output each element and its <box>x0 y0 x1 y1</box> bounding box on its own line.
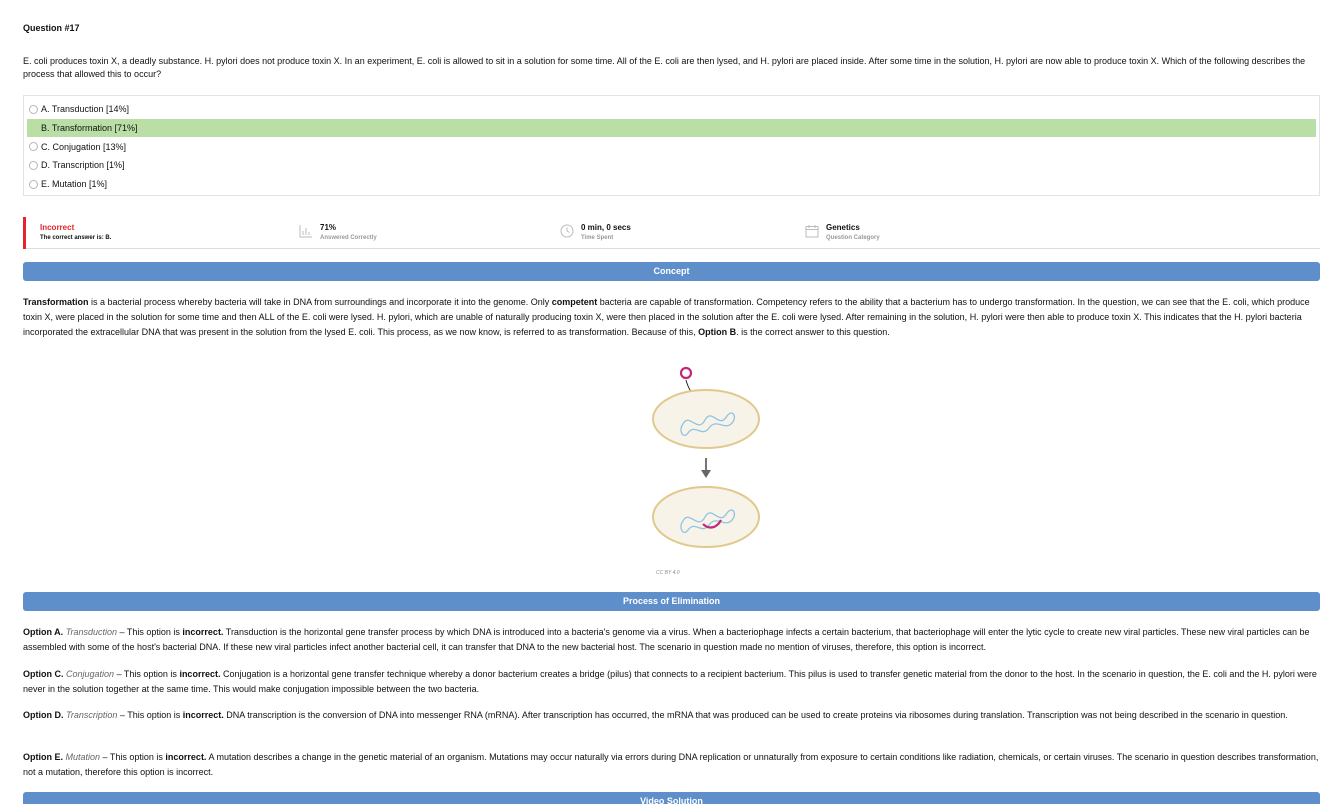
elim-option: Option C. <box>23 669 64 679</box>
category-value: Genetics <box>826 223 860 232</box>
option-label: B. Transformation [71%] <box>41 123 138 134</box>
result-status <box>23 217 111 249</box>
option-a[interactable] <box>27 100 1316 119</box>
category-stat <box>805 223 880 241</box>
result-stats <box>23 217 1320 249</box>
option-d[interactable] <box>27 156 1316 175</box>
time-value: 0 min, 0 secs <box>581 223 631 232</box>
radio-icon[interactable] <box>29 105 38 114</box>
elimination-d <box>23 708 1320 723</box>
clock-icon <box>560 224 574 238</box>
answer-options <box>23 95 1320 196</box>
elim-verdict: incorrect. <box>179 669 221 679</box>
elim-option: Option E. <box>23 752 63 762</box>
time-stat <box>560 223 631 241</box>
concept-text <box>23 295 1320 340</box>
concept-part: . is the correct answer to this question. <box>736 327 890 337</box>
option-e[interactable] <box>27 175 1316 194</box>
elim-mid: – This option is <box>114 669 180 679</box>
elim-name: Conjugation <box>66 669 115 679</box>
concept-term: competent <box>551 297 598 307</box>
status-text: Incorrect <box>40 223 75 232</box>
question-text: E. coli produces toxin X, a deadly substance. H. pylori does not produce toxin X. In an experiment, E. coli is allowed to sit in a solution for some time. All of the E. coli are then lysed, and H. pylori are placed inside. After some time in the solution, H. pylori are now able to produce toxin X. Which of the following describes the process that allowed this to occur? <box>23 56 1306 79</box>
radio-icon[interactable] <box>29 142 38 151</box>
option-label: E. Mutation [1%] <box>41 179 108 190</box>
concept-header: Concept <box>23 262 1320 281</box>
category-label: Question Category <box>826 235 880 241</box>
percent-label: Answered Correctly <box>320 235 377 241</box>
elim-verdict: incorrect. <box>182 710 224 720</box>
option-label: C. Conjugation [13%] <box>41 141 127 152</box>
time-label: Time Spent <box>581 235 614 241</box>
elim-mid: – This option is <box>100 752 166 762</box>
elim-mid: – This option is <box>117 627 183 637</box>
correct-answer-text: The correct answer is: B. <box>40 235 112 241</box>
percent-value: 71% <box>320 223 337 232</box>
elim-name: Transcription <box>66 710 118 720</box>
elimination-a <box>23 625 1320 655</box>
option-label: D. Transcription [1%] <box>41 160 125 171</box>
option-b[interactable] <box>27 119 1316 138</box>
radio-icon[interactable] <box>29 161 38 170</box>
elim-text: Transduction is the horizontal gene transfer process by which DNA is introduced into a bacteria's genome via a virus. When a bacteriophage infects a certain bacterium, that bacteriophage will enter the lytic cycle to create new viral particles. These new viral particles can be assembled with some of the host's bacterial DNA. If these new viral particles infect another bacterial cell, it can transfer that DNA to the new bacterial host. The scenario in question made no mention of viruses, therefore, this option is incorrect. <box>23 627 1310 652</box>
option-label: A. Transduction [14%] <box>41 104 130 115</box>
concept-part: bacteria are capable of transformation. Competency refers to the ability that a bacterium has to undergo transformation. In the question, we can see that the E. coli, which produce toxin X, were placed in the solution for some time and then ALL of the E. coli were lysed. H. pylori, which are unable of naturally producing toxin X, were then placed in the solution after the E. coli were lysed. After remaining in the solution, H. pylori were then able to produce toxin X. This indicates that the H. pylori bacteria incorporated the extracellular DNA that was present in the solution from the lysed E. coli. This process, as we now know, is referred to as transformation. Because of this, <box>23 297 1310 337</box>
calendar-icon <box>805 224 819 238</box>
elim-text: DNA transcription is the conversion of DNA into messenger RNA (mRNA). After transcription has occurred, the mRNA that was produced can be used to create proteins via ribosomes during translation. Transcription was not being described in the scenario in question. <box>223 710 1288 720</box>
elim-mid: – This option is <box>117 710 183 720</box>
concept-term: Option B <box>698 327 737 337</box>
video-solution-header[interactable]: Video Solution <box>23 792 1320 804</box>
image-credit: CC BY 4.0 <box>656 570 680 576</box>
elim-name: Transduction <box>65 627 118 637</box>
elimination-c <box>23 667 1320 697</box>
option-c[interactable] <box>27 137 1316 156</box>
elim-verdict: incorrect. <box>165 752 207 762</box>
percent-stat <box>299 223 377 241</box>
elim-verdict: incorrect. <box>182 627 224 637</box>
elim-option: Option A. <box>23 627 64 637</box>
elim-option: Option D. <box>23 710 64 720</box>
concept-part: is a bacterial process whereby bacteria will take in DNA from surroundings and incorporate it into the genome. Only <box>88 297 552 307</box>
elim-text: A mutation describes a change in the genetic material of an organism. Mutations may occur naturally via errors during DNA replication or unnaturally from exposure to certain conditions like radiation, chemicals, or certain viruses. The scenario in question describes transformation, not a mutation, therefore this option is incorrect. <box>23 752 1319 777</box>
elimination-e <box>23 750 1320 780</box>
elimination-header: Process of Elimination <box>23 592 1320 611</box>
transformation-diagram <box>641 360 771 580</box>
elim-text: Conjugation is a horizontal gene transfer technique whereby a donor bacterium creates a bridge (pilus) that connects to a recipient bacterium. This pilus is used to transfer genetic material from the donor to the host. In the scenario in question, the E. coli and the H. pylori were never in the solution together at the same time. This would make conjugation impossible between the two bacteria. <box>23 669 1317 694</box>
elim-name: Mutation <box>65 752 101 762</box>
bar-chart-icon <box>299 224 313 238</box>
question-title: Question #17 <box>23 23 80 33</box>
radio-icon[interactable] <box>29 180 38 189</box>
concept-term: Transformation <box>23 297 89 307</box>
